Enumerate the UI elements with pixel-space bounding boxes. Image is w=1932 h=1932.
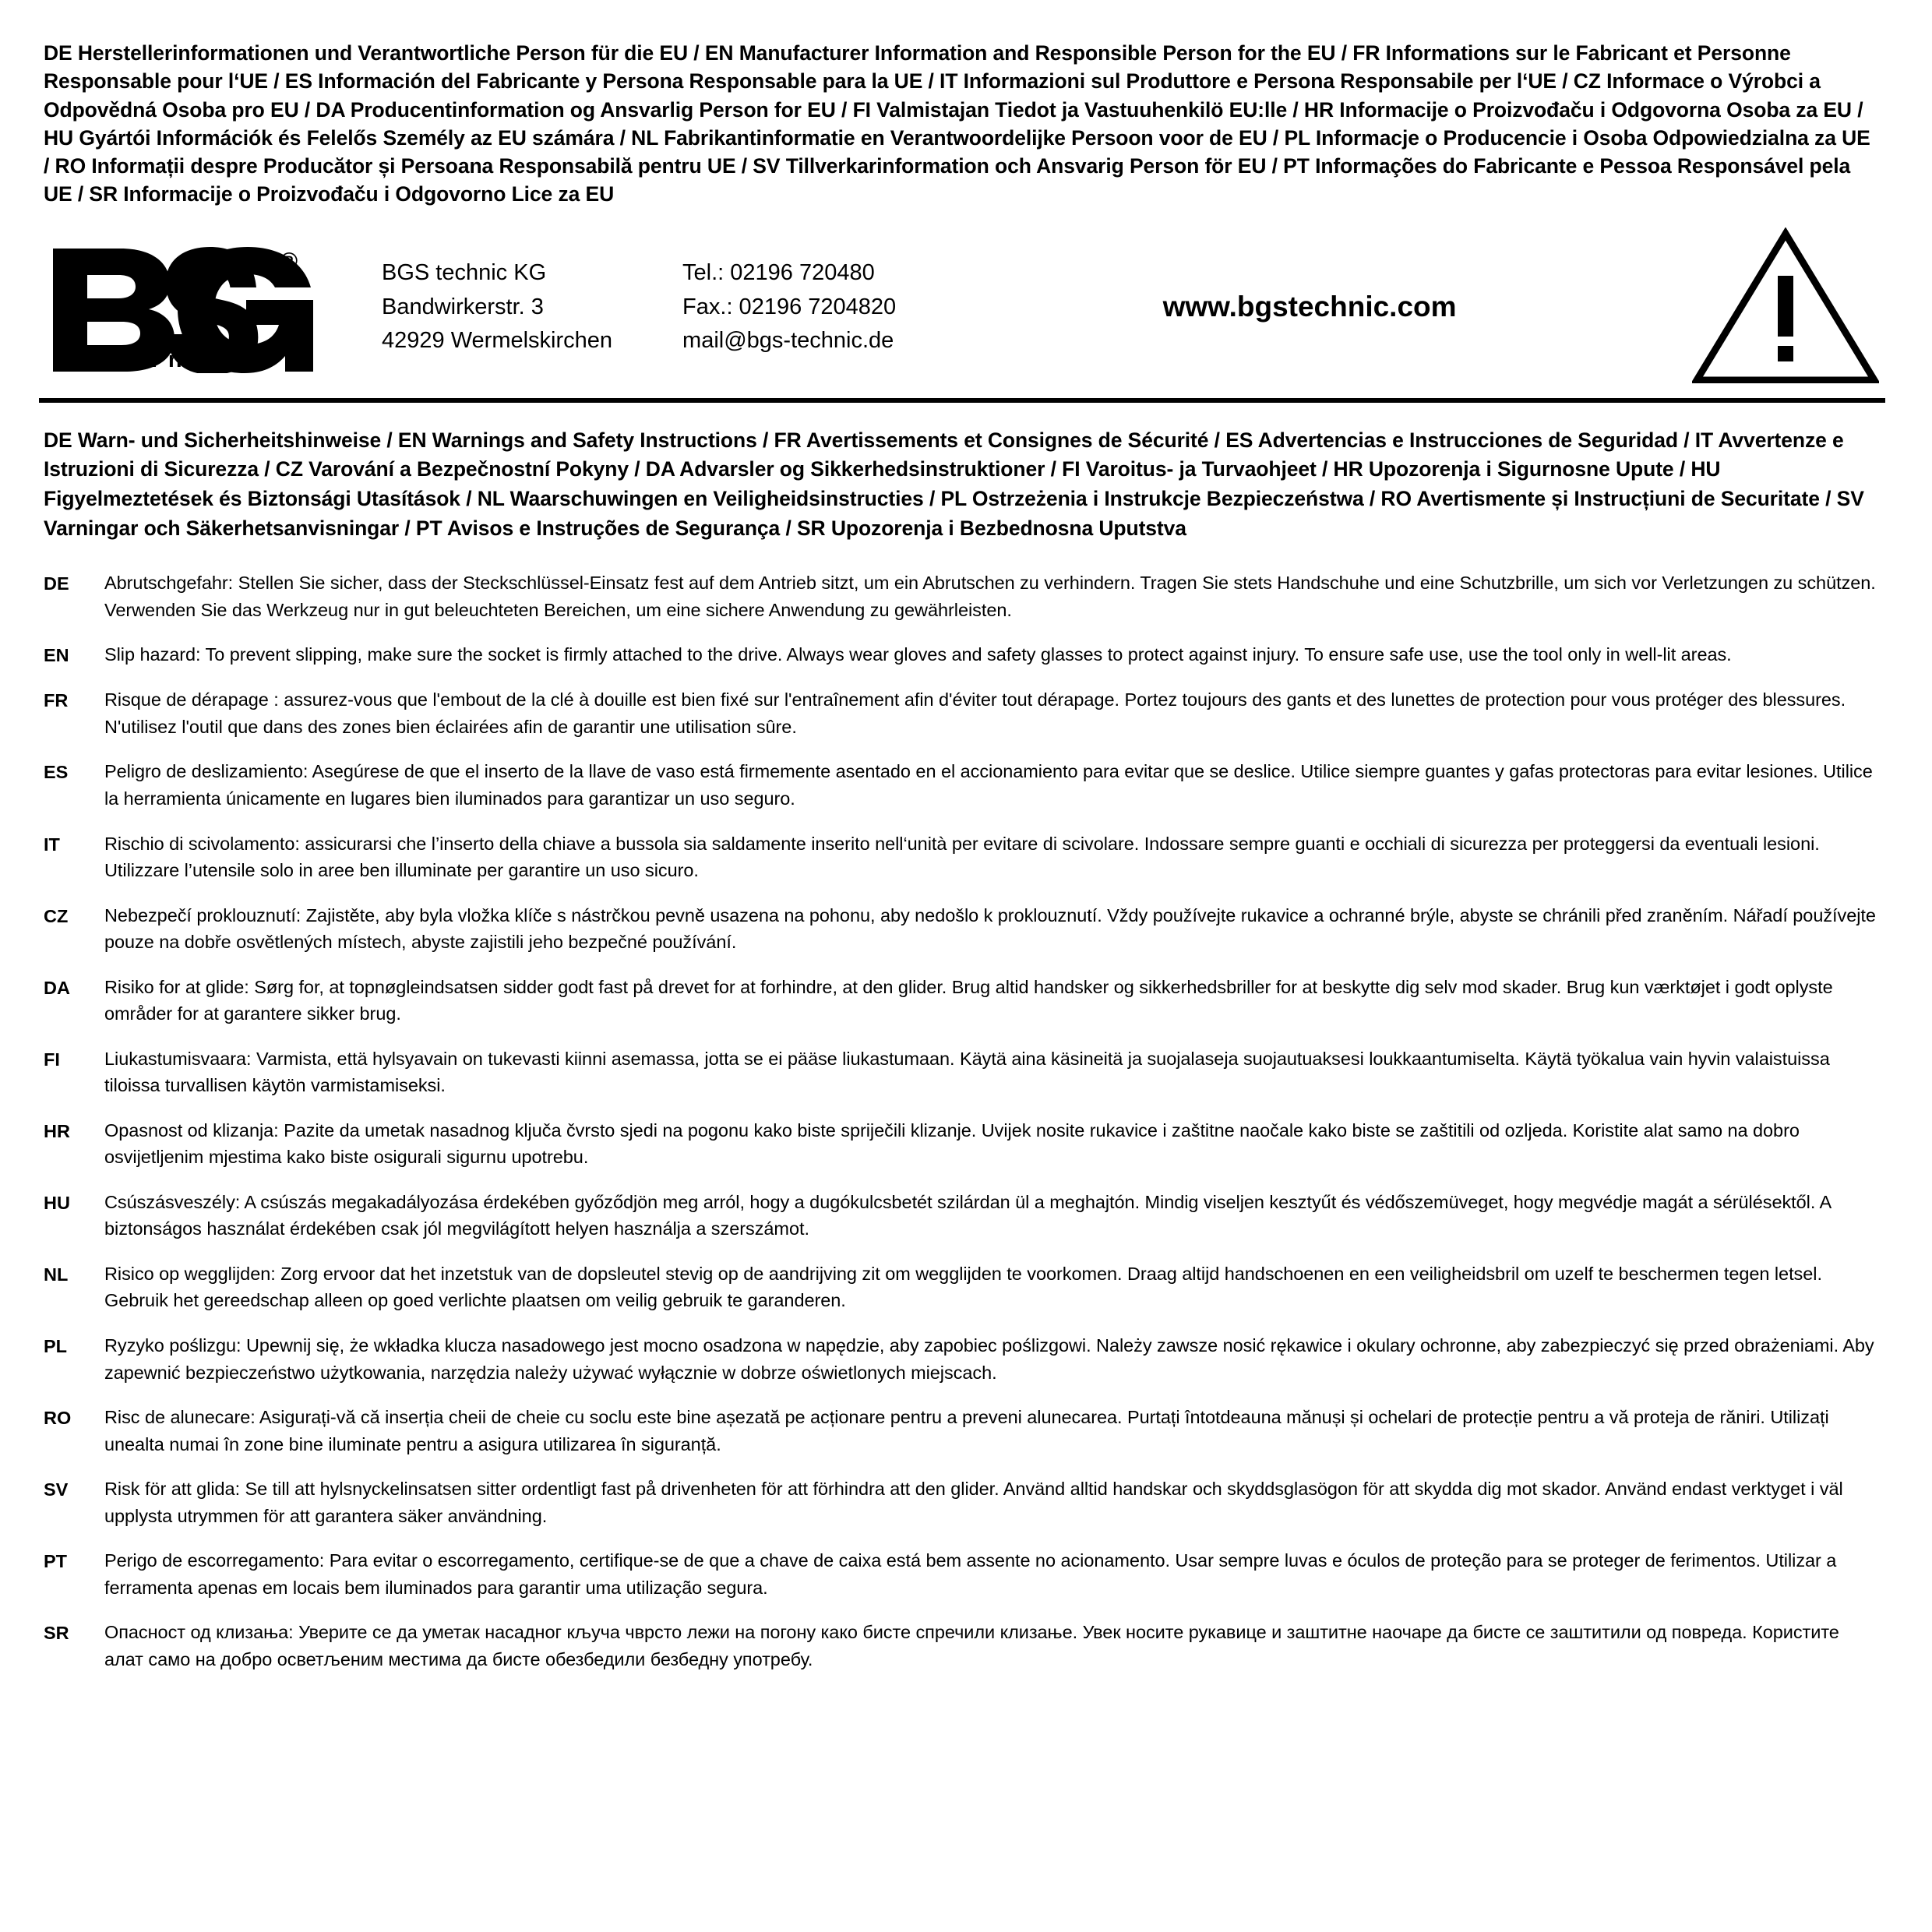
warning-row-it [44,830,1882,884]
company-name: BGS technic KG [382,260,547,286]
warning-row-hu [44,1189,1882,1243]
warning-text: Csúszásveszély: A csúszás megakadályozása érdekében győződjön meg arról, hogy a dugókulcsbetét szilárdan ül a meghajtón. Mindig viseljen kesztyűt és védőszemüveget, hogy megvédje magát a sérülésektől. A biztonságos használat érdekében csak jól megvilágított helyen használja a szerszámot. [104,1191,1831,1239]
warning-text: Risico op wegglijden: Zorg ervoor dat het inzetstuk van de dopsleutel stevig op de aandrijving zit om wegglijden te voorkomen. Draag altijd handschoenen en een veiligheidsbril om uzelf te beschermen tegen letsel. Gebruik het gereedschap alleen op goed verlichte plaatsen om veilig gebruik te garanderen. [104,1263,1822,1311]
warning-row-da [44,974,1882,1028]
company-street: Bandwirkerstr. 3 [382,294,544,319]
language-code: FI [44,1049,60,1070]
company-address [374,256,612,358]
company-fax: Fax.: 02196 7204820 [682,294,897,319]
language-code: PL [44,1335,68,1356]
warning-row-pl [44,1332,1882,1386]
language-code: PT [44,1551,68,1572]
warning-row-fr [44,686,1882,740]
warning-triangle-svg [1692,227,1879,383]
manufacturer-info-multilingual-title: DE Herstellerinformationen und Verantwortliche Person für die EU / EN Manufacturer Information and Responsible Person for the EU / FR Informations sur le Fabricant et Personne Responsable pour l‘UE / ES Información del Fabricante y Persona Responsable para la UE / IT Informazioni sul Produttore e Persona Responsabile per l‘UE / CZ Informace o Výrobci a Odpovědná Osoba pro EU / DA Producentinformation og Ansvarlig Person for EU / FI Valmistajan Tiedot ja Vastuuhenkilö EU:lle / HR Informacije o Proizvođaču i Odgovorna Osoba za EU / HU Gyártói Információk és Felelős Személy az EU számára / NL Fabrikantinformatie en Verantwoordelijke Persoon voor de EU / PL Informacje o Producencie i Osoba Odpowiedzialna za UE / RO Informații despre Producător și Persoana Responsabilă pentru UE / SV Tillverkarinformation och Ansvarig Person för EU / PT Informações do Fabricante e Pessoa Responsável pela UE / SR Informacije o Proizvođaču i Odgovorno Lice za EU [44,41,1870,206]
company-city: 42929 Wermelskirchen [382,328,613,354]
warning-text: Abrutschgefahr: Stellen Sie sicher, dass der Steckschlüssel-Einsatz fest auf dem Antrieb sitzt, um ein Abrutschen zu verhindern. Tragen Sie stets Handschuhe und eine Schutzbrille, um sich vor Verletzungen zu schützen. Verwenden Sie das Werkzeug nur in gut beleuchteten Bereichen, um eine sichere Anwendung zu gewährleisten. [104,573,1876,620]
language-code: FR [44,690,69,711]
warning-text: Nebezpečí proklouznutí: Zajistěte, aby byla vložka klíče s nástrčkou pevně usazena na pohonu, aby nedošlo k proklouznutí. Vždy používejte rukavice a ochranné brýle, abyste se chránili před zraněním. Nářadí používejte pouze na dobře osvětlených místech, abyste zajistili jeho bezpečné používání. [104,904,1876,953]
warning-text: Risque de dérapage : assurez-vous que l'embout de la clé à douille est bien fixé sur l'entraînement afin d'éviter tout dérapage. Portez toujours des gants et des lunettes de protection pour vous protéger des blessures. N'utilisez l'outil que dans des zones bien éclairées afin de garantir une utilisation sûre. [104,689,1846,737]
bgs-logo [39,241,374,373]
warning-text: Ryzyko poślizgu: Upewnij się, że wkładka klucza nasadowego jest mocno osadzona w napędzie, aby zapobiec poślizgowi. Należy zawsze nosić rękawice i okulary ochronne, aby zabezpieczyć się przed obrażeniami. Aby zapewnić bezpieczeństwo użytkowania, narzędzia należy używać wyłącznie w dobrze oświetlonych miejscach. [104,1334,1874,1383]
language-code: HU [44,1192,70,1213]
warning-row-sv [44,1475,1882,1529]
warning-text: Perigo de escorregamento: Para evitar o escorregamento, certifique-se de que a chave de caixa está bem assente no acionamento. Usar sempre luvas e óculos de proteção para se proteger de ferimentos. Utilizar a ferramenta apenas em locais bem iluminados para garantir uma utilização segura. [104,1550,1837,1598]
warning-row-nl [44,1260,1882,1314]
language-code: DE [44,573,69,594]
warning-text: Risc de alunecare: Asigurați-vă că inserția cheii de cheie cu soclu este bine așezată pe acționare pentru a preveni alunecarea. Purtați întotdeauna mănuși și ochelari de protecție pentru a vă proteja de răniri. Utilizați unealta numai în zone bine iluminate pentru a asigura utilizarea în siguranță. [104,1407,1829,1454]
warning-row-sr [44,1619,1882,1673]
warning-text: Risk för att glida: Se till att hylsnyckelinsatsen sitter ordentligt fast på drivenheten för att förhindra att den glider. Använd alltid handskar och skyddsglasögon för att skydda dig mot skador. Använd endast verktyget i väl upplysta utrymmen för att garantera säker användning. [104,1479,1843,1526]
warning-text: Slip hazard: To prevent slipping, make sure the socket is firmly attached to the drive. Always wear gloves and safety glasses to protect against injury. To ensure safe use, use the tool only in well-lit areas. [104,644,1732,665]
warning-text: Liukastumisvaara: Varmista, että hylsyavain on tukevasti kiinni asemassa, jotta se ei pääse liukastumaan. Käytä aina käsineitä ja suojalaseja suojautuaksesi loukkaantumiselta. Käytä työkalua vain hyvin valaistuissa tiloissa turvallisen käytön varmistamiseksi. [104,1048,1830,1096]
language-code: SV [44,1479,69,1500]
warning-text: Rischio di scivolamento: assicurarsi che l’inserto della chiave a bussola sia saldamente inserito nell‘unità per evitare di scivolare. Indossare sempre guanti e occhiali di sicurezza per proteggersi da eventuali lesioni. Utilizzare l’utensile solo in aree ben illuminate per garantire un uso sicuro. [104,833,1820,881]
warning-row-ro [44,1404,1882,1458]
warning-row-en [44,641,1882,668]
company-contact [612,256,896,358]
warning-text: Peligro de deslizamiento: Asegúrese de que el inserto de la llave de vaso está firmemente asentado en el accionamiento para evitar que se deslice. Utilice siempre guantes y gafas protectoras para evitar lesiones. Utilice la herramienta únicamente en lugares bien iluminados para garantizar un uso seguro. [104,761,1873,809]
warning-row-cz [44,902,1882,956]
warning-row-de [44,569,1882,623]
warning-row-pt [44,1547,1882,1601]
company-email[interactable]: mail@bgs-technic.de [682,328,894,354]
company-tel: Tel.: 02196 720480 [682,260,875,286]
language-code: IT [44,834,60,855]
warnings-section-heading: DE Warn- und Sicherheitshinweise / EN Warnings and Safety Instructions / FR Avertissements et Consignes de Sécurité / ES Advertencias e Instrucciones de Seguridad / IT Avvertenze e Istruzioni di Sicurezza / CZ Varování a Bezpečnostní Pokyny / DA Advarsler og Sikkerhedsinstruktioner / FI Varoitus- ja Turvaohjeet / HR Upozorenja i Sigurnosne Upute / HU Figyelmeztetések és Biztonsági Utasítások / NL Waarschuwingen en Veiligheidsinstructies / PL Ostrzeżenia i Instrukcje Bezpieczeństwa / RO Avertismente și Instrucțiuni de Securitate / SV Varningar och Säkerhetsanvisningar / PT Avisos e Instruções de Segurança / SR Upozorenja i Bezbednosna Uputstva [44,428,1864,540]
warning-row-hr [44,1117,1882,1171]
warnings-list [39,569,1885,1673]
language-code: RO [44,1408,72,1429]
warning-row-fi [44,1045,1882,1099]
warning-text: Опасност од клизања: Уверите се да уметак насадног кључа чврсто лежи на погону како бисте спречили клизање. Увек носите рукавице и заштитне наочаре да бисте се заштитили од повреда. Користите алат само на добро осветљеним местима да бисте обезбедили безбедну употребу. [104,1622,1839,1669]
language-code: EN [44,645,69,666]
language-code: DA [44,977,70,998]
language-code: SR [44,1623,69,1644]
logo-registered-mark: ® [280,249,298,275]
language-code: CZ [44,905,69,926]
warning-row-es [44,758,1882,812]
company-header-band [39,223,1885,403]
warning-text: Opasnost od klizanja: Pazite da umetak nasadnog ključa čvrsto sjedi na pogonu kako biste spriječili klizanje. Uvijek nosite rukavice i zaštitne naočale kako biste se zaštitili od ozljeda. Koristite alat samo na dobro osvijetljenim mjestima kako biste osigurali sigurnu upotrebu. [104,1119,1800,1168]
language-code: NL [44,1264,69,1285]
warning-triangle-icon [1692,227,1885,387]
company-website[interactable]: www.bgstechnic.com [1162,291,1457,323]
bgs-logo-icon [47,241,358,373]
warning-text: Risiko for at glide: Sørg for, at topnøgleindsatsen sidder godt fast på drevet for at forhindre, at den glider. Brug altid handsker og sikkerhedsbriller for at beskytte dig selv mod skader. Brug kun værktøjet i godt oplyste områder for at garantere sikker brug. [104,976,1833,1024]
logo-subtext: t e c h n i c [78,347,225,373]
language-code: HR [44,1120,70,1141]
language-code: ES [44,762,69,783]
